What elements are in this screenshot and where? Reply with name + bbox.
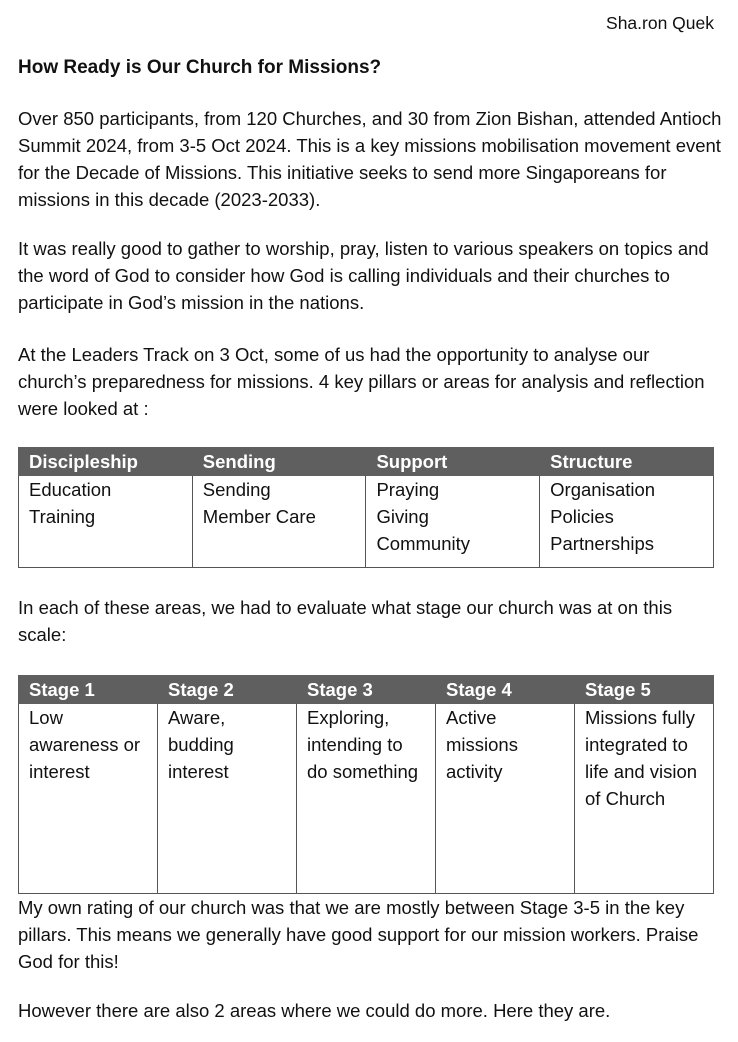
table-cell bbox=[366, 476, 540, 568]
paragraph-worship: It was really good to gather to worship, pray, listen to various speakers on topics and the word of God to consider how God is calling individuals and their churches to participate in God’s mission in the nations. bbox=[18, 238, 709, 313]
cell-line: Sending bbox=[202, 479, 271, 500]
table-header-cell: Sending bbox=[192, 448, 366, 476]
stages-table bbox=[18, 675, 714, 894]
table-cell: Aware, budding interest bbox=[158, 704, 297, 894]
table-cell: Missions fully integrated to life and vision of Church bbox=[575, 704, 714, 894]
page-title: How Ready is Our Church for Missions? bbox=[18, 57, 382, 78]
cell-line: Praying bbox=[376, 479, 440, 500]
table-cell: Exploring, intending to do something bbox=[297, 704, 436, 894]
table-cell: Low awareness or interest bbox=[19, 704, 158, 894]
cell-line: Partnerships bbox=[550, 533, 655, 554]
cell-line: Education bbox=[29, 479, 112, 500]
cell-line: Policies bbox=[550, 506, 614, 527]
table-header-cell: Stage 1 bbox=[19, 676, 158, 704]
table-header-cell: Stage 3 bbox=[297, 676, 436, 704]
table-cell bbox=[540, 476, 714, 568]
cell-line: Member Care bbox=[202, 506, 316, 527]
paragraph-areas: However there are also 2 areas where we could do more. Here they are. bbox=[18, 1000, 611, 1021]
paragraph-evaluate: In each of these areas, we had to evaluate what stage our church was at on this scale: bbox=[18, 597, 673, 645]
table-header-cell: Stage 4 bbox=[436, 676, 575, 704]
paragraph-rating: My own rating of our church was that we are mostly between Stage 3-5 in the key pillars. This means we generally have good support for our mission workers. Praise God for this! bbox=[18, 897, 699, 972]
table-row bbox=[19, 476, 714, 568]
table-header-cell: Structure bbox=[540, 448, 714, 476]
pillars-table bbox=[18, 447, 714, 568]
table-cell bbox=[192, 476, 366, 568]
table-header-cell: Discipleship bbox=[19, 448, 193, 476]
table-header-row bbox=[19, 448, 714, 476]
paragraph-leaders-track: At the Leaders Track on 3 Oct, some of us had the opportunity to analyse our church’s preparedness for missions. 4 key pillars or areas for analysis and reflection were looked at : bbox=[18, 344, 705, 419]
cell-line: Giving bbox=[376, 506, 429, 527]
table-header-row bbox=[19, 676, 714, 704]
cell-line: Community bbox=[376, 533, 470, 554]
table-cell bbox=[19, 476, 193, 568]
table-row bbox=[19, 704, 714, 894]
cell-line: Organisation bbox=[550, 479, 656, 500]
cell-line: Training bbox=[29, 506, 96, 527]
table-header-cell: Stage 5 bbox=[575, 676, 714, 704]
author-name: Sha.ron Quek bbox=[606, 13, 714, 33]
paragraph-summit: Over 850 participants, from 120 Churches, and 30 from Zion Bishan, attended Antioch Summit 2024, from 3-5 Oct 2024. This is a key missions mobilisation movement event for the Decade of Missions. This initiative seeks to send more Singaporeans for missions in this decade (2023-2033). bbox=[18, 108, 722, 210]
table-header-cell: Stage 2 bbox=[158, 676, 297, 704]
table-header-cell: Support bbox=[366, 448, 540, 476]
table-cell: Active missions activity bbox=[436, 704, 575, 894]
